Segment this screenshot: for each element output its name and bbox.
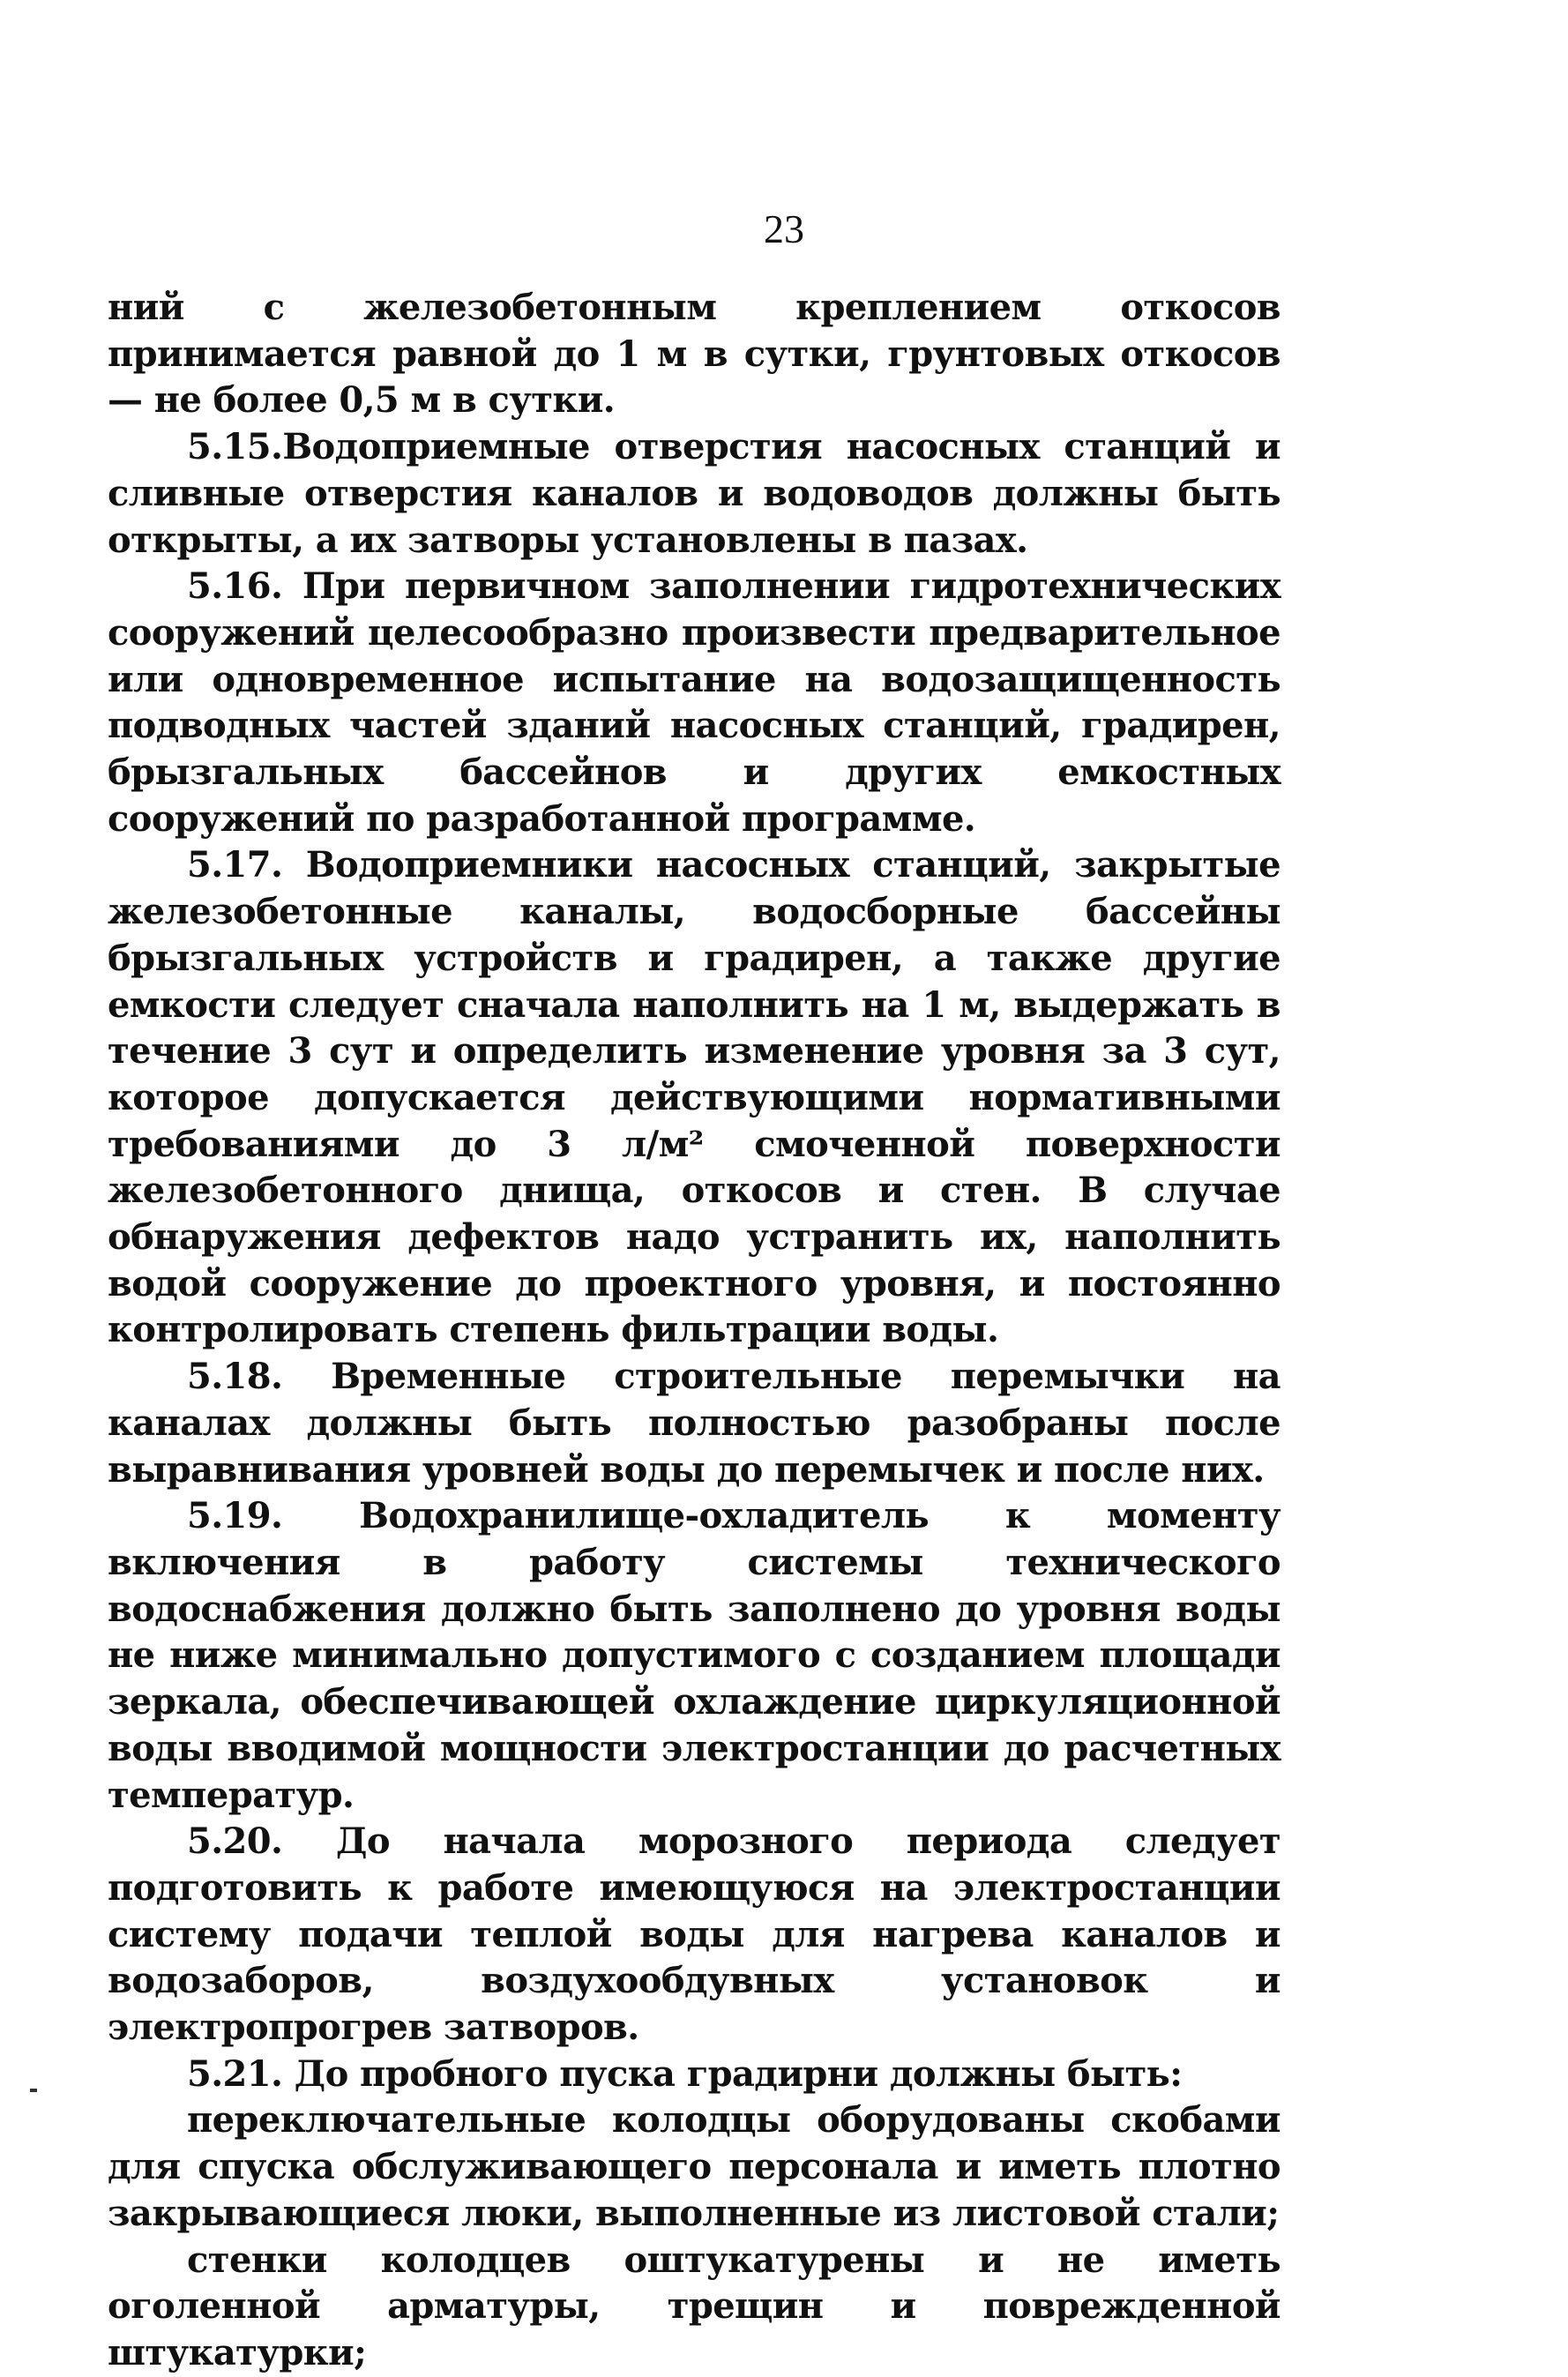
body-text bbox=[108, 285, 1281, 2377]
paragraph-5-16: 5.16. При первичном заполнении гидротехнических сооружений целесообразно произвести предварительное или одновременное испытание на водозащищенность подводных частей зданий насосных станций, градирен, брызгальных бассейнов и других емкостных сооружений по разработанной программе. bbox=[108, 565, 1281, 840]
paragraph-5-17: 5.17. Водоприемники насосных станций, закрытые железобетонные каналы, водосборные бассейны брызгальных устройств и градирен, а также другие емкости следует сначала наполнить на 1 м, выдержать в течение 3 сут и определить изменение уровня за 3 сут, которое допускается действующими нормативными требованиями до 3 л/м² смоченной поверхности железобетонного днища, откосов и стен. В случае обнаружения дефектов надо устранить их, наполнить водой сооружение до проектного уровня, и постоянно контролировать степень фильтрации воды. bbox=[108, 844, 1281, 1351]
list-item-well-walls: стенки колодцев оштукатурены и не иметь оголенной арматуры, трещин и поврежденной штукатурки; bbox=[108, 2239, 1281, 2373]
paragraph-continuation: ний с железобетонным креплением откосов принимается равной до 1 м в сутки, грунтовых откосов — не более 0,5 м в сутки. bbox=[108, 287, 1281, 422]
paragraph-5-21: 5.21. До пробного пуска градирни должны быть: bbox=[187, 2052, 1183, 2095]
paragraph-5-20: 5.20. До начала морозного периода следует подготовить к работе имеющуюся на электростанции систему подачи теплой воды для нагрева каналов и водозаборов, воздухообдувных установок и электропрогрев затворов. bbox=[108, 1820, 1281, 2049]
paragraph-5-18: 5.18. Временные строительные перемычки на каналах должны быть полностью разобраны после выравнивания уровней воды до перемычек и после них. bbox=[108, 1356, 1281, 1491]
paragraph-5-15: 5.15.Водоприемные отверстия насосных станций и сливные отверстия каналов и водоводов должны быть открыты, а их затворы установлены в пазах. bbox=[108, 426, 1281, 561]
scan-mark bbox=[30, 2089, 37, 2092]
paragraph-5-19: 5.19. Водохранилище-охладитель к моменту включения в работу системы технического водоснабжения должно быть заполнено до уровня воды не ниже минимально допустимого с созданием площади зеркала, обеспечивающей охлаждение циркуляционной воды вводимой мощности электростанции до расчетных температур. bbox=[108, 1495, 1281, 1816]
page-number: 23 bbox=[764, 206, 804, 251]
list-item-switching-wells: переключательные колодцы оборудованы скобами для спуска обслуживающего персонала и иметь плотно закрывающиеся люки, выполненные из листовой стали; bbox=[108, 2099, 1281, 2234]
